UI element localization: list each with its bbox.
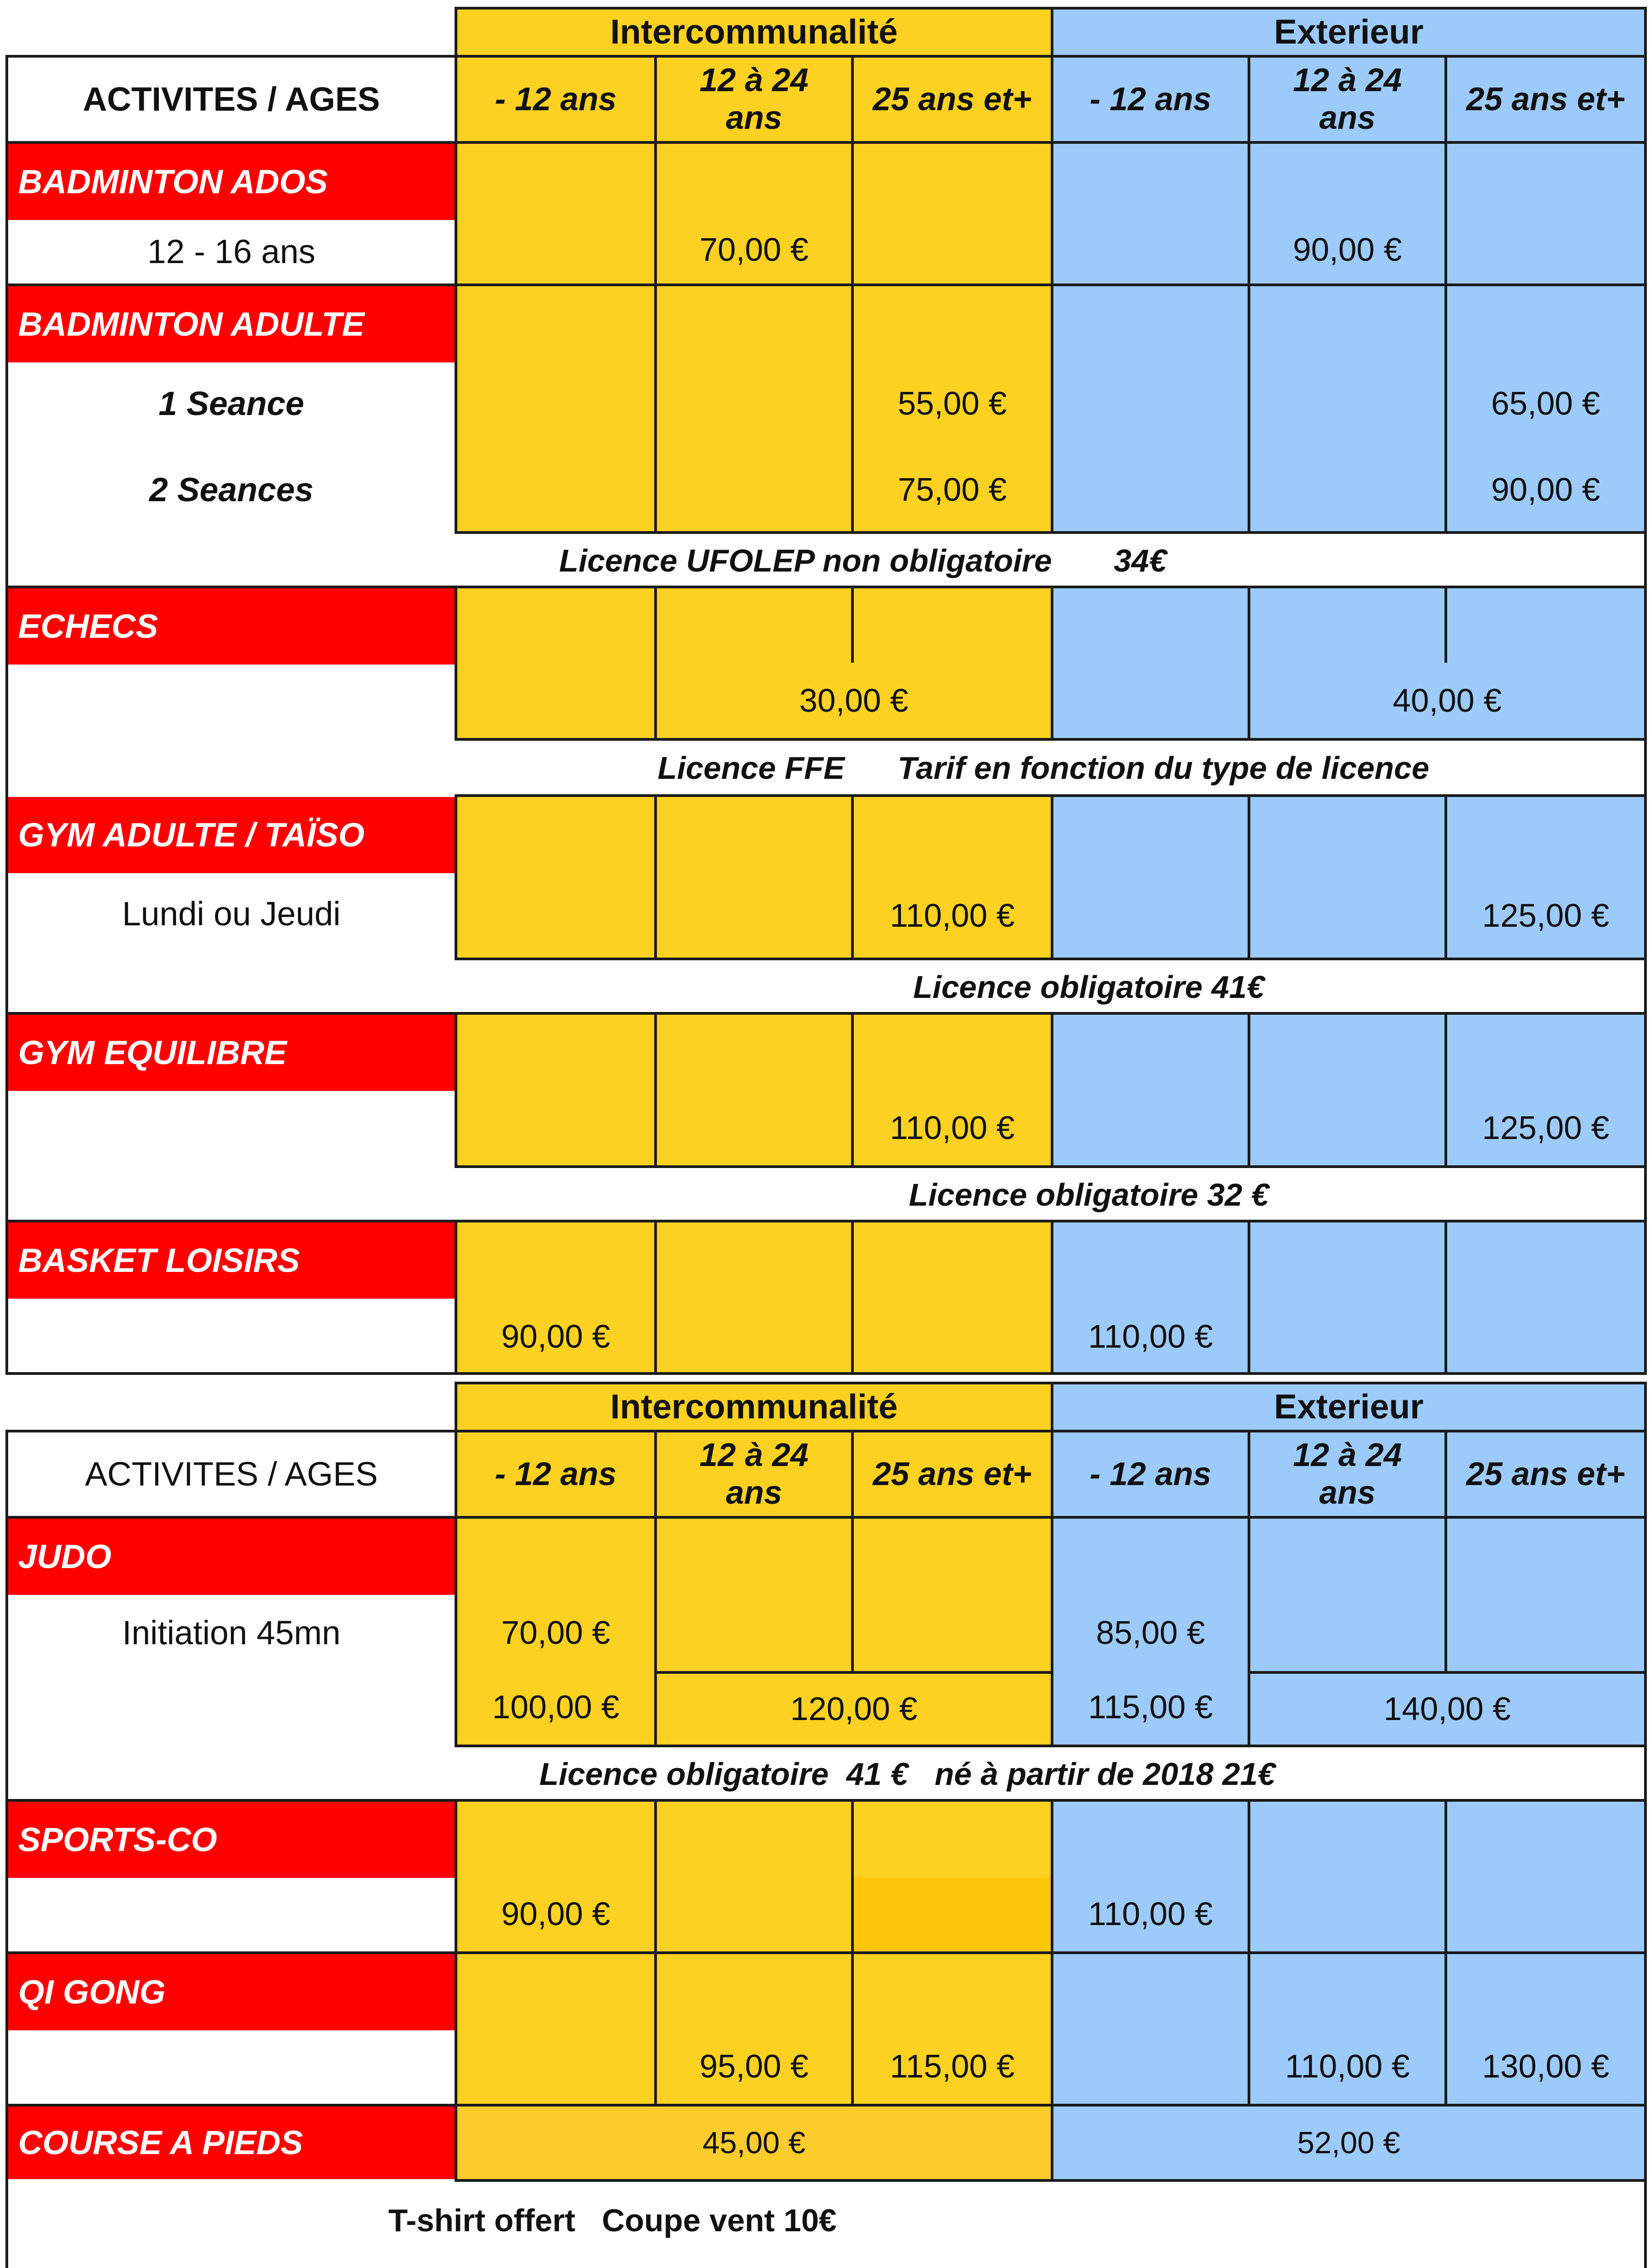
judo-ext-under12-b: 115,00 € (1088, 1689, 1213, 1725)
activities-ages-label: ACTIVITES / AGES (5, 55, 457, 144)
age-header-inter-12-24-2: 12 à 24 ans (654, 1430, 854, 1519)
badminton-adulte-seance2: 2 Seances (149, 471, 314, 509)
gym-equilibre-inter-12-24 (654, 1012, 854, 1168)
age-header-ext-12-24-2: 12 à 24 ans (1248, 1430, 1447, 1519)
echecs-inter-price: 30,00 € (799, 682, 909, 719)
badminton-adulte-inter-under12 (455, 284, 657, 534)
age-header-ext-under12-2: - 12 ans (1051, 1430, 1250, 1519)
sports-co-ext-under12 (1051, 1799, 1250, 1954)
age-header-inter-25plus-2: 25 ans et+ (851, 1430, 1053, 1519)
basket-ext-under12 (1051, 1220, 1250, 1375)
judo-ext-rest: 140,00 € (1248, 1671, 1647, 1747)
badminton-adulte-ext-under12 (1051, 284, 1250, 534)
gym-equilibre-ext-12-24 (1248, 1012, 1447, 1168)
price: 115,00 € (890, 2048, 1015, 2085)
badminton-ados-age-range: 12 - 16 ans (147, 233, 316, 271)
gym-adulte-ext-under12 (1051, 794, 1250, 960)
activity-basket-loisirs: BASKET LOISIRS (8, 1222, 455, 1299)
judo-licence-note: Licence obligatoire 41 € né à partir de 2018 21€ (539, 1756, 1276, 1792)
activities-ages-label-2: ACTIVITES / AGES (5, 1430, 457, 1519)
header-intercommunalite: Intercommunalité (455, 7, 1053, 58)
judo-ext-under12-a: 85,00 € (1096, 1614, 1205, 1651)
course-licence-note (454, 2263, 1316, 2268)
badminton-ados-ext-under12 (1051, 141, 1250, 286)
judo-ext-12-24-top (1248, 1516, 1447, 1674)
price: 90,00 € (501, 1896, 611, 1933)
judo-initiation: Initiation 45mn (122, 1614, 341, 1652)
header-intercommunalite-2: Intercommunalité (455, 1382, 1053, 1432)
activity-gym-equilibre: GYM EQUILIBRE (8, 1015, 455, 1091)
price: 130,00 € (1482, 2048, 1610, 2085)
age-header-inter-25plus: 25 ans et+ (851, 55, 1053, 144)
price: 95,00 € (699, 2048, 809, 2085)
header-exterieur: Exterieur (1051, 7, 1647, 58)
age-header-inter-under12-2: - 12 ans (455, 1430, 657, 1519)
price: 110,00 € (890, 898, 1015, 934)
badminton-adulte-seance2-inter: 75,00 € (897, 471, 1007, 508)
basket-inter-under12 (455, 1220, 657, 1375)
sports-co-inter-under12 (455, 1799, 657, 1954)
basket-inter-12-24 (654, 1220, 854, 1375)
age-header-inter-12-24: 12 à 24 ans (654, 55, 854, 144)
badminton-ados-ext-12-24 (1248, 141, 1447, 286)
gym-adulte-licence-note: Licence obligatoire 41€ (913, 969, 1265, 1005)
col-divider (1444, 586, 1447, 663)
judo-inter-under12-a: 70,00 € (501, 1614, 611, 1651)
gym-equilibre-ext-25plus (1444, 1012, 1647, 1168)
badminton-ados-inter-under12 (455, 141, 657, 286)
gym-equilibre-inter-25plus (851, 1012, 1053, 1168)
gym-adulte-ext-25plus (1444, 794, 1647, 960)
age-header-ext-25plus: 25 ans et+ (1444, 55, 1647, 144)
badminton-adulte-ext-12-24 (1248, 284, 1447, 534)
qi-gong-ext-25plus (1444, 1951, 1647, 2107)
echecs-ext-price: 40,00 € (1392, 682, 1502, 719)
judo-inter-under12-b: 100,00 € (492, 1689, 620, 1725)
basket-ext-12-24 (1248, 1220, 1447, 1375)
badminton-adulte-licence-note: Licence UFOLEP non obligatoire 34€ (559, 543, 1167, 578)
gym-adulte-inter-12-24 (654, 794, 854, 960)
age-header-ext-12-24: 12 à 24 ans (1248, 55, 1447, 144)
gym-equilibre-licence-note: Licence obligatoire 32 € (909, 1177, 1269, 1212)
price: 125,00 € (1482, 1110, 1610, 1147)
activity-echecs: ECHECS (8, 588, 455, 665)
activity-badminton-ados: BADMINTON ADOS (8, 144, 455, 220)
qi-gong-inter-25plus (851, 1951, 1053, 2107)
badminton-adulte-seance1-ext: 65,00 € (1491, 385, 1601, 422)
price: 110,00 € (1088, 1319, 1213, 1355)
judo-inter-25plus-top (851, 1516, 1053, 1674)
sports-co-highlight-cell (854, 1878, 1051, 1951)
age-header-inter-under12: - 12 ans (455, 55, 657, 144)
price: 90,00 € (1293, 232, 1402, 269)
basket-inter-25plus (851, 1220, 1053, 1375)
col-divider (851, 586, 854, 663)
price: 110,00 € (1088, 1896, 1213, 1933)
judo-inter-under12 (455, 1516, 657, 1747)
activity-course-a-pieds: COURSE A PIEDS (8, 2107, 455, 2179)
price: 90,00 € (501, 1319, 611, 1355)
judo-ext-25plus-top (1444, 1516, 1647, 1674)
sports-co-ext-12-24 (1248, 1799, 1447, 1954)
activity-gym-adulte-taiso: GYM ADULTE / TAÏSO (8, 797, 455, 873)
qi-gong-inter-under12 (455, 1951, 657, 2107)
qi-gong-inter-12-24 (654, 1951, 854, 2107)
age-header-ext-under12: - 12 ans (1051, 55, 1250, 144)
qi-gong-ext-12-24 (1248, 1951, 1447, 2107)
badminton-adulte-seance2-ext: 90,00 € (1491, 471, 1601, 508)
price: 110,00 € (890, 1110, 1015, 1147)
gym-adulte-inter-25plus (851, 794, 1053, 960)
badminton-adulte-inter-12-24 (654, 284, 854, 534)
qi-gong-ext-under12 (1051, 1951, 1250, 2107)
sports-co-ext-25plus (1444, 1799, 1647, 1954)
course-ext-price: 52,00 € (1051, 2104, 1647, 2182)
judo-ext-under12 (1051, 1516, 1250, 1747)
badminton-ados-inter-25plus (851, 141, 1053, 286)
price: 70,00 € (699, 232, 809, 269)
badminton-ados-inter-12-24 (654, 141, 854, 286)
header-exterieur-2: Exterieur (1051, 1382, 1647, 1432)
course-inter-price: 45,00 € (455, 2104, 1053, 2182)
sports-co-inter-12-24 (654, 1799, 854, 1954)
basket-ext-25plus (1444, 1220, 1647, 1375)
age-header-ext-25plus-2: 25 ans et+ (1444, 1430, 1647, 1519)
activity-sports-co: SPORTS-CO (8, 1802, 455, 1878)
price: 125,00 € (1482, 898, 1610, 934)
gym-equilibre-inter-under12 (455, 1012, 657, 1168)
badminton-adulte-seance1-inter: 55,00 € (897, 385, 1007, 422)
activity-qi-gong: QI GONG (8, 1954, 455, 2030)
course-tshirt-note: T-shirt offert Coupe vent 10€ (388, 2202, 837, 2238)
judo-inter-rest: 120,00 € (654, 1671, 1053, 1747)
activity-judo: JUDO (8, 1519, 455, 1595)
gym-equilibre-ext-under12 (1051, 1012, 1250, 1168)
gym-adulte-inter-under12 (455, 794, 657, 960)
gym-adulte-ext-12-24 (1248, 794, 1447, 960)
badminton-adulte-seance1: 1 Seance (158, 385, 304, 423)
gym-adulte-days: Lundi ou Jeudi (122, 895, 341, 933)
echecs-licence-note: Licence FFE Tarif en fonction du type de licence (657, 750, 1430, 786)
price: 110,00 € (1285, 2048, 1410, 2085)
judo-inter-12-24-top (654, 1516, 854, 1674)
badminton-ados-ext-25plus (1444, 141, 1647, 286)
activity-badminton-adulte: BADMINTON ADULTE (8, 286, 455, 362)
